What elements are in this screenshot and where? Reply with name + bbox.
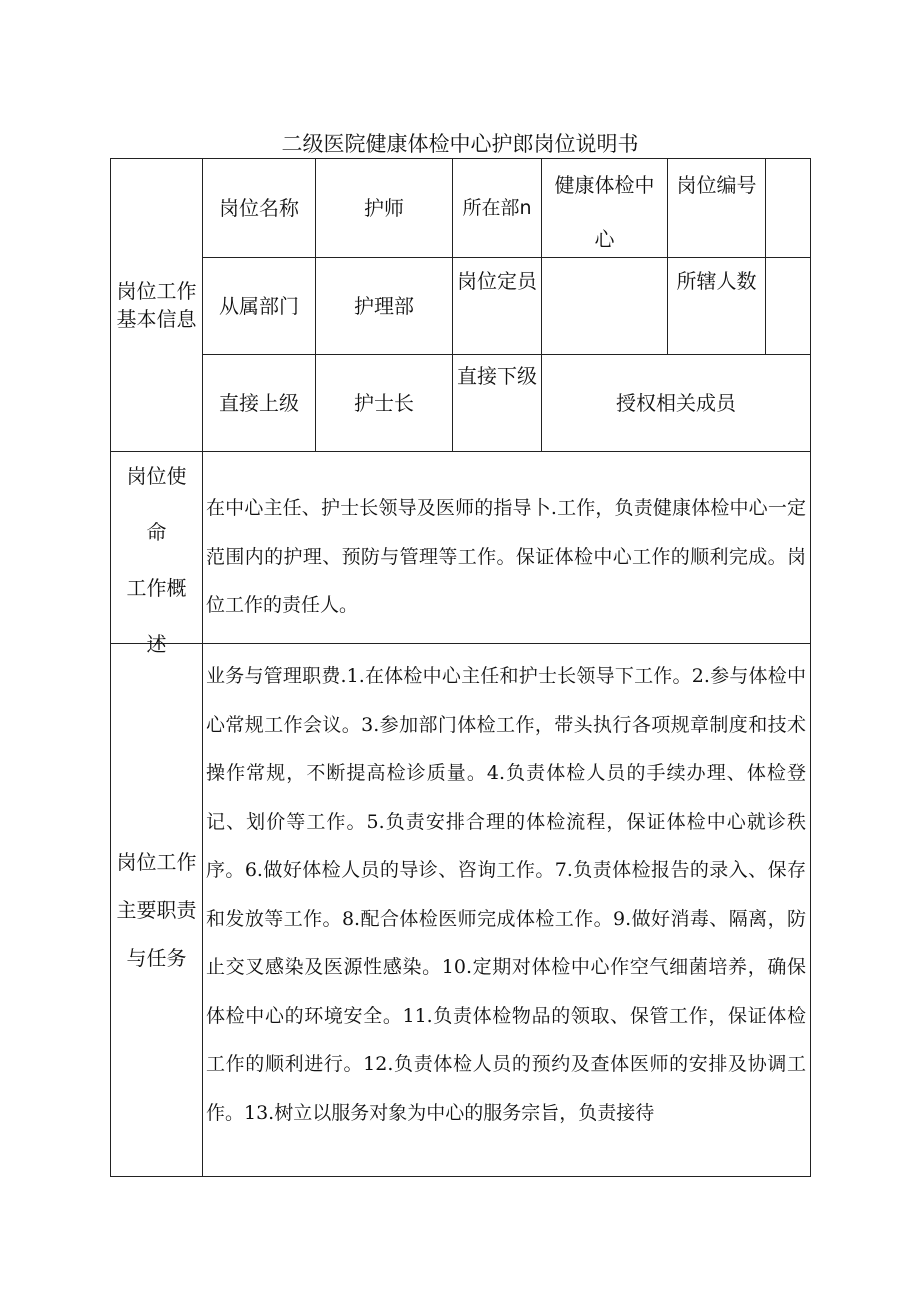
position-code-value [766, 159, 810, 257]
subordinates-value [766, 258, 810, 354]
direct-subordinate-label: 直接下级 [457, 364, 537, 388]
affiliated-dept-value: 护理部 [354, 294, 414, 318]
subordinates-label: 所辖人数 [676, 269, 757, 293]
affiliated-dept-label: 从属部门 [219, 294, 299, 318]
position-name-value: 护师 [364, 196, 404, 220]
direct-subordinate-value: 授权相关成员 [616, 391, 736, 415]
mission-text: 在中心主任、护士长领导及医师的指导卜.工作，负责健康体检中心一定范围内的护理、预防与管理等工作。保证体检中心工作的顺利完成。岗位工作的责任人。 [206, 497, 806, 616]
document-title: 二级医院健康体检中心护郎岗位说明书 [281, 132, 639, 156]
position-name-label: 岗位名称 [219, 196, 299, 220]
department-value: 健康体检中心 [554, 173, 655, 251]
mission-label: 岗位使命 工作概述 [126, 464, 187, 656]
headcount-label: 岗位定员 [457, 269, 537, 293]
headcount-value [542, 258, 667, 354]
position-code-label: 岗位编号 [676, 173, 757, 197]
direct-superior-label: 直接上级 [219, 391, 299, 415]
department-label: 所在部n [462, 197, 532, 219]
duties-label: 岗位工作主要职责与任务 [116, 850, 197, 970]
basic-info-section-label: 岗位工作基本信息 [116, 278, 197, 331]
direct-superior-value: 护士长 [354, 391, 414, 415]
duties-text: 业务与管理职费.1.在体检中心主任和护士长领导下工作。2.参与体检中心常规工作会议。3.参加部门体检工作，带头执行各项规章制度和技术操作常规，不断提高检诊质量。4.负责体检人员的手续办理、体检登记、划价等工作。5.负责安排合理的体检流程，保证体检中心就诊秩序。6.做好体检人员的导诊、咨询工作。7.负责体检报告的录入、保存和发放等工作。8.配合体检医师完成体检工作。9.做好消毒、隔离，防止交叉感染及医源性感染。10.定期对体检中心作空气细菌培养，确保体检中心的环境安全。11.负责体检物品的领取、保管工作，保证体检工作的顺利进行。12.负责体检人员的预约及查体医师的安排及协调工作。13.树立以服务对象为中心的服务宗旨，负责接待 [206, 665, 806, 1124]
